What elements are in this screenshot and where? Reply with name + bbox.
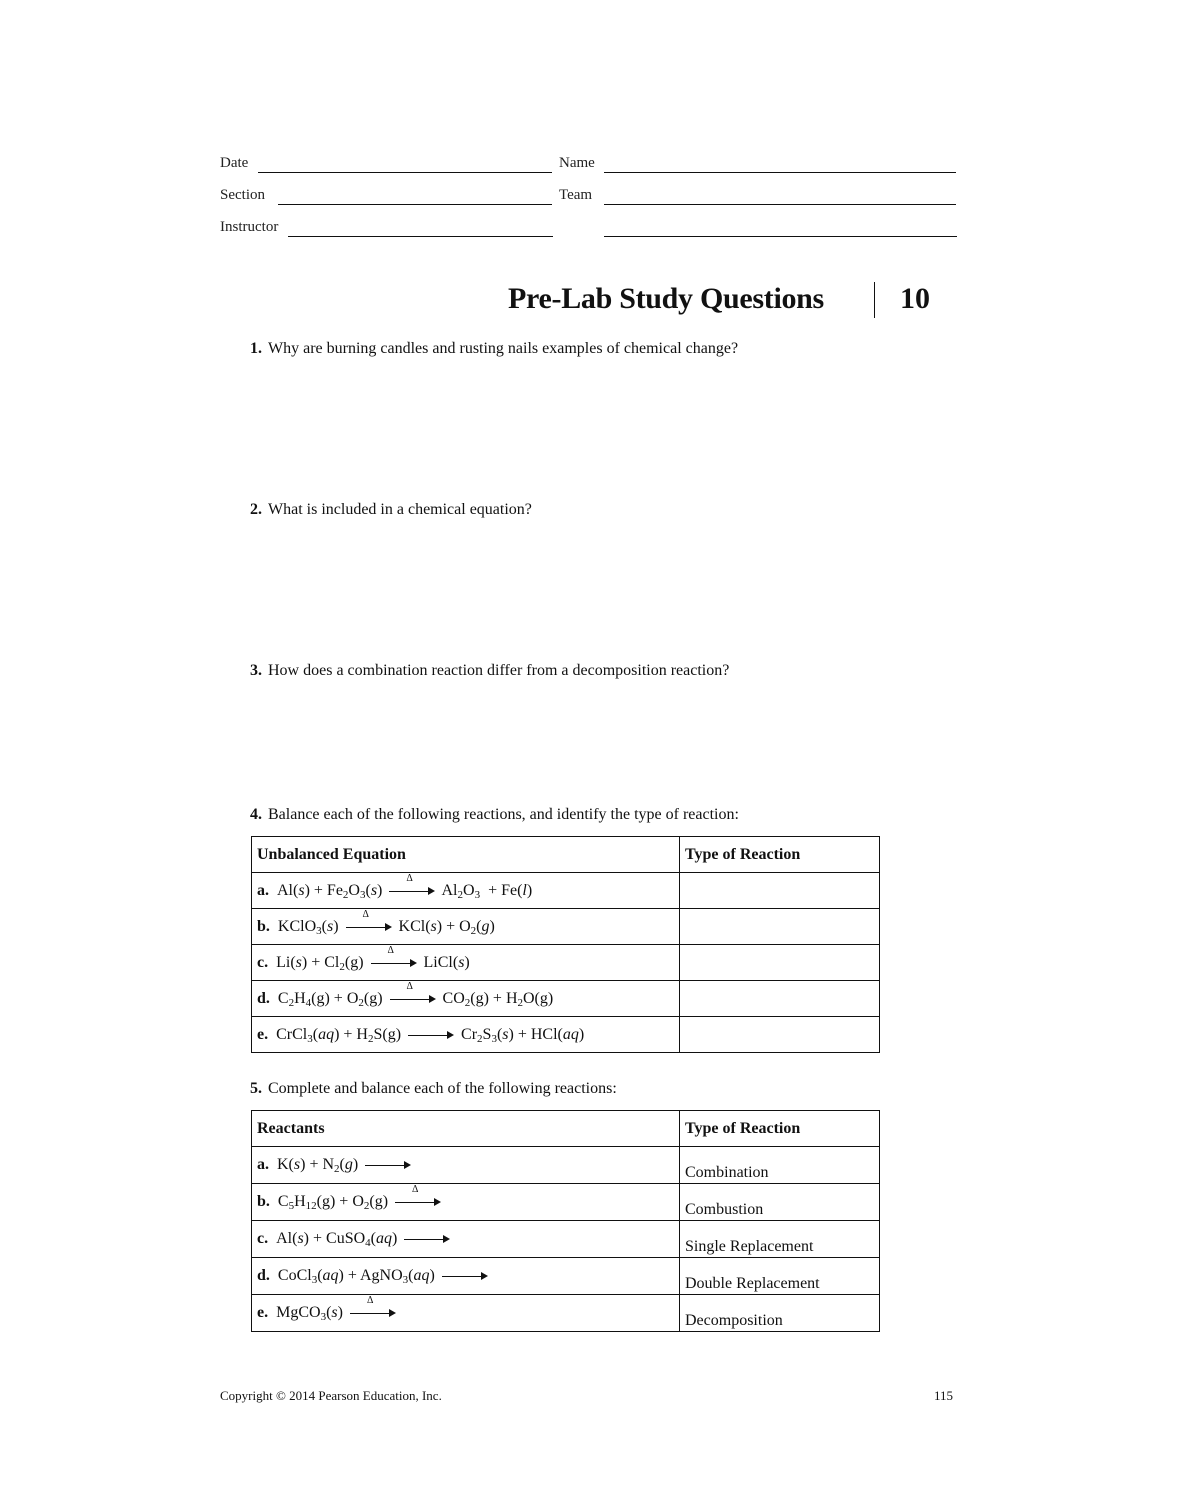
reactants-cell: [252, 1258, 680, 1295]
question-number: 3.: [250, 662, 262, 679]
date-field[interactable]: [258, 172, 552, 173]
question-number: 5.: [250, 1080, 262, 1097]
reactants-cell: [252, 1147, 680, 1184]
table-row: [252, 873, 880, 909]
team-field[interactable]: [604, 204, 956, 205]
question-1: [250, 340, 738, 358]
section-label: Section: [220, 187, 265, 203]
reactants-cell: [252, 1184, 680, 1221]
reaction-arrow-icon: [404, 1233, 450, 1245]
reaction-arrow-icon: [365, 1159, 411, 1171]
row-letter: a.: [257, 881, 269, 899]
complete-reactions-table: [251, 1110, 880, 1332]
row-letter: b.: [257, 1193, 270, 1210]
reactants-a: $K(s) + N_2(g)$: [277, 1156, 414, 1173]
instructor-field[interactable]: [288, 236, 553, 237]
team-label: Team: [559, 187, 593, 203]
type-cell: Single Replacement: [680, 1221, 880, 1258]
heat-arrow-icon: Δ: [390, 993, 436, 1005]
equation-cell: [252, 945, 680, 981]
row-letter: e.: [257, 1025, 269, 1043]
heat-arrow-icon: Δ: [346, 921, 392, 933]
question-number: 4.: [250, 806, 262, 823]
equation-cell: [252, 981, 680, 1017]
question-2: [250, 501, 532, 519]
header-type: Type of Reaction: [680, 837, 880, 873]
question-number: 2.: [250, 501, 262, 518]
row-letter: a.: [257, 1156, 269, 1173]
type-cell: Decomposition: [680, 1295, 880, 1332]
row-letter: c.: [257, 953, 269, 971]
reactants-d: CoCl$_3$(aq) + AgNO$_3$(aq): [278, 1267, 491, 1284]
heat-arrow-icon: Δ: [371, 957, 417, 969]
type-answer-cell[interactable]: [680, 981, 880, 1017]
heat-arrow-icon: Δ: [350, 1307, 396, 1319]
row-letter: e.: [257, 1304, 269, 1321]
type-answer-cell[interactable]: [680, 909, 880, 945]
reaction-arrow-icon: [408, 1029, 454, 1041]
table-row: [252, 1221, 880, 1258]
equation-cell: [252, 1017, 680, 1053]
question-text: Balance each of the following reactions, and identify the type of reaction:: [268, 806, 739, 823]
equation-e: CrCl$_3$(aq) + $H_2S(g) Cr_2S_3(s) + HCl(aq)$: [276, 1025, 585, 1045]
row-letter: d.: [257, 989, 270, 1007]
date-label: Date: [220, 155, 249, 171]
question-text: Why are burning candles and rusting nails examples of chemical change?: [268, 340, 739, 357]
table-header-row: [252, 1111, 880, 1147]
page-number: 115: [934, 1388, 954, 1403]
type-answer-cell[interactable]: [680, 945, 880, 981]
equation-a: $Al(s) + Fe_2O_3(s)$ Δ $Al_2O_3 + Fe(l)$: [277, 872, 533, 901]
equation-b: KClO$_3$(s) Δ $KCl(s) + O_2(g)$: [277, 908, 495, 937]
row-letter: b.: [257, 917, 270, 935]
name-label: Name: [559, 155, 595, 171]
reactants-c: Al(s) + CuSO$_4$(aq): [276, 1230, 453, 1247]
chapter-number: 10: [900, 282, 930, 315]
question-text: What is included in a chemical equation?: [268, 501, 532, 518]
type-answer-cell[interactable]: [680, 873, 880, 909]
question-4: [250, 806, 739, 824]
heat-arrow-icon: Δ: [395, 1196, 441, 1208]
reaction-arrow-icon: [442, 1270, 488, 1282]
type-cell: Combustion: [680, 1184, 880, 1221]
reactants-b: $C_5H_{12}(g) + O_2(g)$ Δ: [278, 1193, 444, 1210]
table-row: [252, 945, 880, 981]
equation-cell: [252, 909, 680, 945]
table-row: [252, 1017, 880, 1053]
equation-cell: [252, 873, 680, 909]
header-type: Type of Reaction: [680, 1111, 880, 1147]
row-letter: d.: [257, 1267, 270, 1284]
instructor-label: Instructor: [220, 219, 279, 235]
balance-reactions-table: [251, 836, 880, 1053]
table-header-row: [252, 837, 880, 873]
name-field[interactable]: [604, 172, 956, 173]
reactants-cell: [252, 1221, 680, 1258]
copyright-text: Copyright © 2014 Pearson Education, Inc.: [220, 1388, 442, 1403]
team-member-field[interactable]: [604, 236, 957, 237]
table-row: [252, 981, 880, 1017]
table-row: [252, 1147, 880, 1184]
question-text: How does a combination reaction differ from a decomposition reaction?: [268, 662, 730, 679]
table-row: [252, 1258, 880, 1295]
question-number: 1.: [250, 340, 262, 357]
table-row: [252, 909, 880, 945]
table-row: [252, 1184, 880, 1221]
section-field[interactable]: [278, 204, 552, 205]
row-letter: c.: [257, 1230, 269, 1247]
question-3: [250, 662, 729, 680]
header-equation: Unbalanced Equation: [252, 837, 680, 873]
type-answer-cell[interactable]: [680, 1017, 880, 1053]
type-cell: Double Replacement: [680, 1258, 880, 1295]
question-5: [250, 1080, 617, 1098]
equation-c: $Li(s) + Cl_2(g)$ Δ LiCl(s): [276, 944, 470, 973]
reactants-cell: [252, 1295, 680, 1332]
equation-d: $C_2H_4(g) + O_2(g)$ Δ $CO_2(g) + H_2O(g)$: [277, 980, 554, 1009]
reactants-e: MgCO$_3$(s) Δ: [276, 1304, 399, 1321]
question-text: Complete and balance each of the following reactions:: [268, 1080, 617, 1097]
header-reactants: Reactants: [252, 1111, 680, 1147]
type-cell: Combination: [680, 1147, 880, 1184]
heat-arrow-icon: Δ: [389, 885, 435, 897]
page-title: Pre-Lab Study Questions: [508, 282, 824, 315]
title-divider: [874, 282, 875, 318]
table-row: [252, 1295, 880, 1332]
